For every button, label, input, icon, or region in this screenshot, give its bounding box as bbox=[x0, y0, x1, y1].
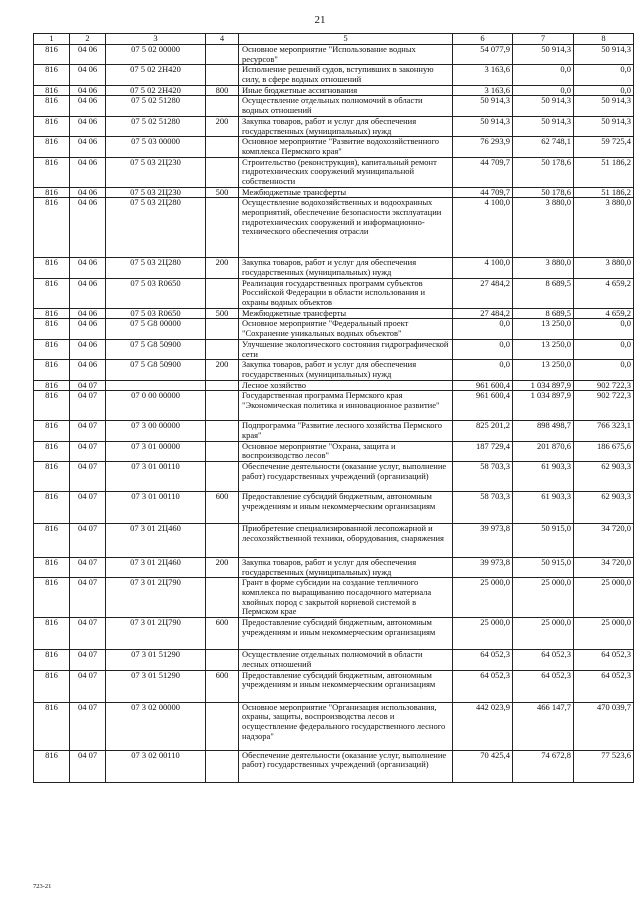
row-code-cell: 816 bbox=[34, 198, 70, 258]
row-value-2022-cell: 25 000,0 bbox=[513, 578, 574, 618]
row-value-2023-cell: 0,0 bbox=[574, 360, 634, 380]
row-type-cell bbox=[206, 45, 239, 65]
table-row bbox=[34, 524, 634, 558]
row-value-2023-cell: 34 720,0 bbox=[574, 558, 634, 578]
row-value-2023-cell: 62 903,3 bbox=[574, 492, 634, 524]
row-value-2021-cell: 0,0 bbox=[453, 339, 513, 359]
row-type-cell bbox=[206, 750, 239, 782]
row-target-cell: 07 5 03 2Ц230 bbox=[106, 157, 206, 187]
row-value-2023-cell: 470 039,7 bbox=[574, 702, 634, 750]
row-value-2022-cell: 3 880,0 bbox=[513, 258, 574, 278]
row-target-cell: 07 5 G8 50900 bbox=[106, 339, 206, 359]
table-row bbox=[34, 360, 634, 380]
row-code-cell: 816 bbox=[34, 258, 70, 278]
row-target-cell: 07 3 01 51290 bbox=[106, 650, 206, 670]
row-value-2021-cell: 76 293,9 bbox=[453, 137, 513, 157]
row-value-2022-cell: 1 034 897,9 bbox=[513, 380, 574, 391]
table-row bbox=[34, 198, 634, 258]
row-target-cell: 07 3 01 2Ц790 bbox=[106, 578, 206, 618]
row-value-2021-cell: 64 052,3 bbox=[453, 650, 513, 670]
row-type-cell bbox=[206, 319, 239, 339]
row-target-cell: 07 3 01 2Ц790 bbox=[106, 618, 206, 650]
row-target-cell: 07 5 03 2Ц280 bbox=[106, 198, 206, 258]
row-target-cell: 07 5 02 2Н420 bbox=[106, 85, 206, 96]
row-value-2022-cell: 64 052,3 bbox=[513, 670, 574, 702]
row-type-cell: 200 bbox=[206, 116, 239, 136]
table-row bbox=[34, 650, 634, 670]
row-target-cell: 07 3 02 00000 bbox=[106, 702, 206, 750]
row-value-2021-cell: 64 052,3 bbox=[453, 670, 513, 702]
row-type-cell: 200 bbox=[206, 558, 239, 578]
row-name-cell: Грант в форме субсидии на создание тепличного комплекса по выращиванию посадочного материала хвойных пород с закрытой корневой системой в Пермском крае bbox=[239, 578, 453, 618]
row-value-2023-cell: 0,0 bbox=[574, 319, 634, 339]
row-code-cell: 816 bbox=[34, 578, 70, 618]
row-name-cell: Лесное хозяйство bbox=[239, 380, 453, 391]
row-name-cell: Приобретение специализированной лесопожарной и лесохозяйственной техники, оборудования, снаряжения bbox=[239, 524, 453, 558]
row-type-cell: 600 bbox=[206, 492, 239, 524]
table-row bbox=[34, 187, 634, 198]
row-target-cell: 07 5 G8 50900 bbox=[106, 360, 206, 380]
row-value-2021-cell: 44 709,7 bbox=[453, 187, 513, 198]
row-value-2022-cell: 898 498,7 bbox=[513, 421, 574, 441]
row-name-cell: Осуществление отдельных полномочий в области лесных отношений bbox=[239, 650, 453, 670]
row-value-2022-cell: 13 250,0 bbox=[513, 319, 574, 339]
row-value-2021-cell: 27 484,2 bbox=[453, 278, 513, 308]
row-type-cell bbox=[206, 339, 239, 359]
table-row bbox=[34, 85, 634, 96]
row-value-2022-cell: 50 915,0 bbox=[513, 558, 574, 578]
row-name-cell: Предоставление субсидий бюджетным, автономным учреждениям и иным некоммерческим организациям bbox=[239, 618, 453, 650]
row-value-2023-cell: 64 052,3 bbox=[574, 650, 634, 670]
row-type-cell bbox=[206, 198, 239, 258]
table-row bbox=[34, 308, 634, 319]
table-row bbox=[34, 492, 634, 524]
row-code-cell: 816 bbox=[34, 319, 70, 339]
row-code-cell: 816 bbox=[34, 492, 70, 524]
table-row bbox=[34, 380, 634, 391]
table-row bbox=[34, 137, 634, 157]
row-value-2022-cell: 8 689,5 bbox=[513, 308, 574, 319]
row-code-cell: 816 bbox=[34, 85, 70, 96]
row-section-cell: 04 06 bbox=[70, 187, 106, 198]
row-type-cell: 500 bbox=[206, 308, 239, 319]
row-value-2023-cell: 766 323,1 bbox=[574, 421, 634, 441]
row-code-cell: 816 bbox=[34, 278, 70, 308]
row-type-cell bbox=[206, 524, 239, 558]
row-section-cell: 04 06 bbox=[70, 308, 106, 319]
row-section-cell: 04 07 bbox=[70, 391, 106, 421]
row-code-cell: 816 bbox=[34, 670, 70, 702]
row-name-cell: Предоставление субсидий бюджетным, автономным учреждениям и иным некоммерческим организациям bbox=[239, 492, 453, 524]
row-name-cell: Предоставление субсидий бюджетным, автономным учреждениям и иным некоммерческим организациям bbox=[239, 670, 453, 702]
row-code-cell: 816 bbox=[34, 157, 70, 187]
row-code-cell: 816 bbox=[34, 380, 70, 391]
row-section-cell: 04 07 bbox=[70, 578, 106, 618]
row-section-cell: 04 07 bbox=[70, 750, 106, 782]
row-section-cell: 04 07 bbox=[70, 524, 106, 558]
table-row bbox=[34, 670, 634, 702]
row-value-2021-cell: 39 973,8 bbox=[453, 524, 513, 558]
row-value-2023-cell: 25 000,0 bbox=[574, 618, 634, 650]
table-row bbox=[34, 65, 634, 85]
row-type-cell bbox=[206, 65, 239, 85]
table-row bbox=[34, 421, 634, 441]
row-value-2023-cell: 3 880,0 bbox=[574, 198, 634, 258]
budget-table bbox=[33, 33, 634, 783]
header-row bbox=[34, 34, 634, 45]
row-type-cell bbox=[206, 380, 239, 391]
row-code-cell: 816 bbox=[34, 360, 70, 380]
row-value-2022-cell: 0,0 bbox=[513, 85, 574, 96]
row-target-cell: 07 3 02 00110 bbox=[106, 750, 206, 782]
row-name-cell: Иные бюджетные ассигнования bbox=[239, 85, 453, 96]
row-value-2023-cell: 77 523,6 bbox=[574, 750, 634, 782]
table-row bbox=[34, 462, 634, 492]
row-code-cell: 816 bbox=[34, 441, 70, 461]
row-section-cell: 04 07 bbox=[70, 492, 106, 524]
row-section-cell: 04 07 bbox=[70, 702, 106, 750]
row-section-cell: 04 06 bbox=[70, 339, 106, 359]
row-value-2022-cell: 61 903,3 bbox=[513, 462, 574, 492]
row-name-cell: Основное мероприятие "Использование водных ресурсов" bbox=[239, 45, 453, 65]
row-target-cell: 07 3 00 00000 bbox=[106, 421, 206, 441]
row-value-2022-cell: 50 914,3 bbox=[513, 96, 574, 116]
row-type-cell: 500 bbox=[206, 187, 239, 198]
table-row bbox=[34, 96, 634, 116]
row-value-2021-cell: 3 163,6 bbox=[453, 85, 513, 96]
row-type-cell bbox=[206, 441, 239, 461]
row-value-2021-cell: 58 703,3 bbox=[453, 492, 513, 524]
row-name-cell: Закупка товаров, работ и услуг для обеспечения государственных (муниципальных) нужд bbox=[239, 258, 453, 278]
row-value-2022-cell: 13 250,0 bbox=[513, 360, 574, 380]
row-section-cell: 04 06 bbox=[70, 45, 106, 65]
row-value-2021-cell: 54 077,9 bbox=[453, 45, 513, 65]
row-value-2022-cell: 0,0 bbox=[513, 65, 574, 85]
row-value-2022-cell: 466 147,7 bbox=[513, 702, 574, 750]
row-name-cell: Основное мероприятие "Организация использования, охраны, защиты, воспроизводства лесов и осуществление федерального государственного лесного надзора" bbox=[239, 702, 453, 750]
row-name-cell: Осуществление отдельных полномочий в области водных отношений bbox=[239, 96, 453, 116]
row-value-2021-cell: 0,0 bbox=[453, 319, 513, 339]
row-value-2022-cell: 64 052,3 bbox=[513, 650, 574, 670]
row-name-cell: Реализация государственных программ субъектов Российской Федерации в области использования и охраны водных объектов bbox=[239, 278, 453, 308]
row-section-cell: 04 06 bbox=[70, 258, 106, 278]
row-section-cell: 04 07 bbox=[70, 618, 106, 650]
col-header: 2 bbox=[70, 34, 106, 45]
row-section-cell: 04 07 bbox=[70, 441, 106, 461]
table-row bbox=[34, 45, 634, 65]
row-value-2022-cell: 62 748,1 bbox=[513, 137, 574, 157]
row-value-2023-cell: 186 675,6 bbox=[574, 441, 634, 461]
col-header: 6 bbox=[453, 34, 513, 45]
row-type-cell: 600 bbox=[206, 670, 239, 702]
page-number: 21 bbox=[314, 14, 326, 26]
row-section-cell: 04 06 bbox=[70, 278, 106, 308]
row-value-2021-cell: 825 201,2 bbox=[453, 421, 513, 441]
row-value-2021-cell: 50 914,3 bbox=[453, 116, 513, 136]
row-target-cell: 07 3 01 00000 bbox=[106, 441, 206, 461]
row-value-2023-cell: 51 186,2 bbox=[574, 187, 634, 198]
row-section-cell: 04 06 bbox=[70, 96, 106, 116]
row-value-2022-cell: 3 880,0 bbox=[513, 198, 574, 258]
row-code-cell: 816 bbox=[34, 339, 70, 359]
row-value-2021-cell: 3 163,6 bbox=[453, 65, 513, 85]
table-row bbox=[34, 578, 634, 618]
row-target-cell: 07 5 03 2Ц280 bbox=[106, 258, 206, 278]
row-section-cell: 04 07 bbox=[70, 380, 106, 391]
row-name-cell: Осуществление водохозяйственных и водоохранных мероприятий, обеспечение безопасности эксплуатации гидротехнических сооружений и информационно-технического обеспечения отрасли bbox=[239, 198, 453, 258]
footer-code: 723-21 bbox=[33, 883, 52, 890]
row-code-cell: 816 bbox=[34, 650, 70, 670]
row-value-2023-cell: 4 659,2 bbox=[574, 308, 634, 319]
row-section-cell: 04 06 bbox=[70, 360, 106, 380]
row-section-cell: 04 07 bbox=[70, 650, 106, 670]
row-target-cell: 07 5 02 51280 bbox=[106, 116, 206, 136]
row-name-cell: Межбюджетные трансферты bbox=[239, 308, 453, 319]
row-section-cell: 04 07 bbox=[70, 421, 106, 441]
row-name-cell: Основное мероприятие "Охрана, защита и воспроизводство лесов" bbox=[239, 441, 453, 461]
col-header: 7 bbox=[513, 34, 574, 45]
row-value-2021-cell: 0,0 bbox=[453, 360, 513, 380]
row-name-cell: Подпрограмма "Развитие лесного хозяйства Пермского края" bbox=[239, 421, 453, 441]
row-value-2021-cell: 50 914,3 bbox=[453, 96, 513, 116]
row-section-cell: 04 07 bbox=[70, 462, 106, 492]
row-value-2023-cell: 59 725,4 bbox=[574, 137, 634, 157]
row-value-2023-cell: 0,0 bbox=[574, 65, 634, 85]
row-value-2021-cell: 961 600,4 bbox=[453, 380, 513, 391]
row-code-cell: 816 bbox=[34, 558, 70, 578]
row-name-cell: Закупка товаров, работ и услуг для обеспечения государственных (муниципальных) нужд bbox=[239, 558, 453, 578]
row-name-cell: Улучшение экологического состояния гидрографической сети bbox=[239, 339, 453, 359]
table-row bbox=[34, 750, 634, 782]
row-type-cell: 200 bbox=[206, 258, 239, 278]
row-section-cell: 04 06 bbox=[70, 157, 106, 187]
row-value-2021-cell: 442 023,9 bbox=[453, 702, 513, 750]
row-section-cell: 04 06 bbox=[70, 319, 106, 339]
row-value-2023-cell: 50 914,3 bbox=[574, 96, 634, 116]
row-type-cell: 800 bbox=[206, 85, 239, 96]
row-section-cell: 04 06 bbox=[70, 65, 106, 85]
row-value-2021-cell: 4 100,0 bbox=[453, 258, 513, 278]
row-value-2021-cell: 70 425,4 bbox=[453, 750, 513, 782]
row-code-cell: 816 bbox=[34, 308, 70, 319]
row-type-cell bbox=[206, 278, 239, 308]
row-type-cell bbox=[206, 421, 239, 441]
row-code-cell: 816 bbox=[34, 462, 70, 492]
table-row bbox=[34, 116, 634, 136]
col-header: 8 bbox=[574, 34, 634, 45]
row-value-2022-cell: 74 672,8 bbox=[513, 750, 574, 782]
row-section-cell: 04 07 bbox=[70, 670, 106, 702]
row-type-cell bbox=[206, 462, 239, 492]
row-value-2023-cell: 50 914,3 bbox=[574, 45, 634, 65]
row-value-2023-cell: 51 186,2 bbox=[574, 157, 634, 187]
row-value-2023-cell: 0,0 bbox=[574, 85, 634, 96]
row-value-2023-cell: 4 659,2 bbox=[574, 278, 634, 308]
table-row bbox=[34, 618, 634, 650]
row-value-2023-cell: 902 722,3 bbox=[574, 391, 634, 421]
row-value-2021-cell: 39 973,8 bbox=[453, 558, 513, 578]
row-value-2022-cell: 8 689,5 bbox=[513, 278, 574, 308]
row-value-2023-cell: 64 052,3 bbox=[574, 670, 634, 702]
row-value-2021-cell: 961 600,4 bbox=[453, 391, 513, 421]
col-header: 1 bbox=[34, 34, 70, 45]
row-type-cell bbox=[206, 650, 239, 670]
row-value-2021-cell: 25 000,0 bbox=[453, 618, 513, 650]
row-target-cell: 07 5 03 R0650 bbox=[106, 278, 206, 308]
row-name-cell: Закупка товаров, работ и услуг для обеспечения государственных (муниципальных) нужд bbox=[239, 360, 453, 380]
row-target-cell: 07 5 03 R0650 bbox=[106, 308, 206, 319]
row-code-cell: 816 bbox=[34, 618, 70, 650]
row-value-2022-cell: 1 034 897,9 bbox=[513, 391, 574, 421]
row-type-cell: 600 bbox=[206, 618, 239, 650]
row-type-cell bbox=[206, 702, 239, 750]
row-code-cell: 816 bbox=[34, 524, 70, 558]
row-value-2021-cell: 25 000,0 bbox=[453, 578, 513, 618]
row-code-cell: 816 bbox=[34, 116, 70, 136]
row-value-2021-cell: 58 703,3 bbox=[453, 462, 513, 492]
table-body bbox=[34, 45, 634, 783]
row-code-cell: 816 bbox=[34, 65, 70, 85]
row-target-cell: 07 3 01 2Ц460 bbox=[106, 558, 206, 578]
col-header: 4 bbox=[206, 34, 239, 45]
row-value-2023-cell: 902 722,3 bbox=[574, 380, 634, 391]
row-name-cell: Основное мероприятие "Федеральный проект "Сохранение уникальных водных объектов" bbox=[239, 319, 453, 339]
table-row bbox=[34, 258, 634, 278]
table-row bbox=[34, 702, 634, 750]
row-value-2022-cell: 50 915,0 bbox=[513, 524, 574, 558]
row-target-cell: 07 5 03 2Ц230 bbox=[106, 187, 206, 198]
row-value-2023-cell: 0,0 bbox=[574, 339, 634, 359]
row-section-cell: 04 06 bbox=[70, 116, 106, 136]
row-target-cell: 07 3 01 2Ц460 bbox=[106, 524, 206, 558]
row-value-2022-cell: 25 000,0 bbox=[513, 618, 574, 650]
row-type-cell bbox=[206, 96, 239, 116]
row-value-2021-cell: 44 709,7 bbox=[453, 157, 513, 187]
row-value-2023-cell: 34 720,0 bbox=[574, 524, 634, 558]
row-code-cell: 816 bbox=[34, 391, 70, 421]
table-row bbox=[34, 441, 634, 461]
row-target-cell: 07 5 02 2Н420 bbox=[106, 65, 206, 85]
row-name-cell: Обеспечение деятельности (оказание услуг, выполнение работ) государственных учреждений (организаций) bbox=[239, 750, 453, 782]
row-type-cell bbox=[206, 137, 239, 157]
row-value-2023-cell: 25 000,0 bbox=[574, 578, 634, 618]
row-section-cell: 04 06 bbox=[70, 198, 106, 258]
row-value-2022-cell: 50 178,6 bbox=[513, 157, 574, 187]
row-name-cell: Обеспечение деятельности (оказание услуг, выполнение работ) государственных учреждений (организаций) bbox=[239, 462, 453, 492]
row-value-2021-cell: 27 484,2 bbox=[453, 308, 513, 319]
row-target-cell: 07 5 02 00000 bbox=[106, 45, 206, 65]
row-code-cell: 816 bbox=[34, 45, 70, 65]
table-row bbox=[34, 391, 634, 421]
row-name-cell: Основное мероприятие "Развитие водохозяйственного комплекса Пермского края" bbox=[239, 137, 453, 157]
row-value-2022-cell: 201 870,6 bbox=[513, 441, 574, 461]
row-value-2023-cell: 50 914,3 bbox=[574, 116, 634, 136]
row-name-cell: Межбюджетные трансферты bbox=[239, 187, 453, 198]
row-type-cell bbox=[206, 391, 239, 421]
row-target-cell: 07 5 02 51280 bbox=[106, 96, 206, 116]
row-section-cell: 04 06 bbox=[70, 137, 106, 157]
col-header: 3 bbox=[106, 34, 206, 45]
row-value-2022-cell: 13 250,0 bbox=[513, 339, 574, 359]
row-section-cell: 04 06 bbox=[70, 85, 106, 96]
table-row bbox=[34, 278, 634, 308]
row-type-cell bbox=[206, 157, 239, 187]
row-code-cell: 816 bbox=[34, 96, 70, 116]
row-target-cell: 07 3 01 00110 bbox=[106, 462, 206, 492]
row-target-cell: 07 3 01 00110 bbox=[106, 492, 206, 524]
row-type-cell: 200 bbox=[206, 360, 239, 380]
row-name-cell: Государственная программа Пермского края "Экономическая политика и инновационное развитие" bbox=[239, 391, 453, 421]
row-value-2023-cell: 62 903,3 bbox=[574, 462, 634, 492]
row-code-cell: 816 bbox=[34, 702, 70, 750]
row-value-2022-cell: 50 914,3 bbox=[513, 116, 574, 136]
row-code-cell: 816 bbox=[34, 187, 70, 198]
row-code-cell: 816 bbox=[34, 750, 70, 782]
row-target-cell: 07 5 03 00000 bbox=[106, 137, 206, 157]
table-row bbox=[34, 319, 634, 339]
row-target-cell: 07 5 G8 00000 bbox=[106, 319, 206, 339]
row-target-cell: 07 0 00 00000 bbox=[106, 391, 206, 421]
table-row bbox=[34, 157, 634, 187]
row-code-cell: 816 bbox=[34, 421, 70, 441]
row-value-2022-cell: 50 914,3 bbox=[513, 45, 574, 65]
col-header: 5 bbox=[239, 34, 453, 45]
table-row bbox=[34, 558, 634, 578]
row-target-cell: 07 3 01 51290 bbox=[106, 670, 206, 702]
table-row bbox=[34, 339, 634, 359]
row-name-cell: Исполнение решений судов, вступивших в законную силу, в сфере водных отношений bbox=[239, 65, 453, 85]
row-name-cell: Закупка товаров, работ и услуг для обеспечения государственных (муниципальных) нужд bbox=[239, 116, 453, 136]
row-value-2022-cell: 50 178,6 bbox=[513, 187, 574, 198]
row-value-2023-cell: 3 880,0 bbox=[574, 258, 634, 278]
row-value-2021-cell: 187 729,4 bbox=[453, 441, 513, 461]
row-target-cell bbox=[106, 380, 206, 391]
row-value-2021-cell: 4 100,0 bbox=[453, 198, 513, 258]
row-type-cell bbox=[206, 578, 239, 618]
row-name-cell: Строительство (реконструкция), капитальный ремонт гидротехнических сооружений муниципальной собственности bbox=[239, 157, 453, 187]
row-value-2022-cell: 61 903,3 bbox=[513, 492, 574, 524]
row-section-cell: 04 07 bbox=[70, 558, 106, 578]
row-code-cell: 816 bbox=[34, 137, 70, 157]
